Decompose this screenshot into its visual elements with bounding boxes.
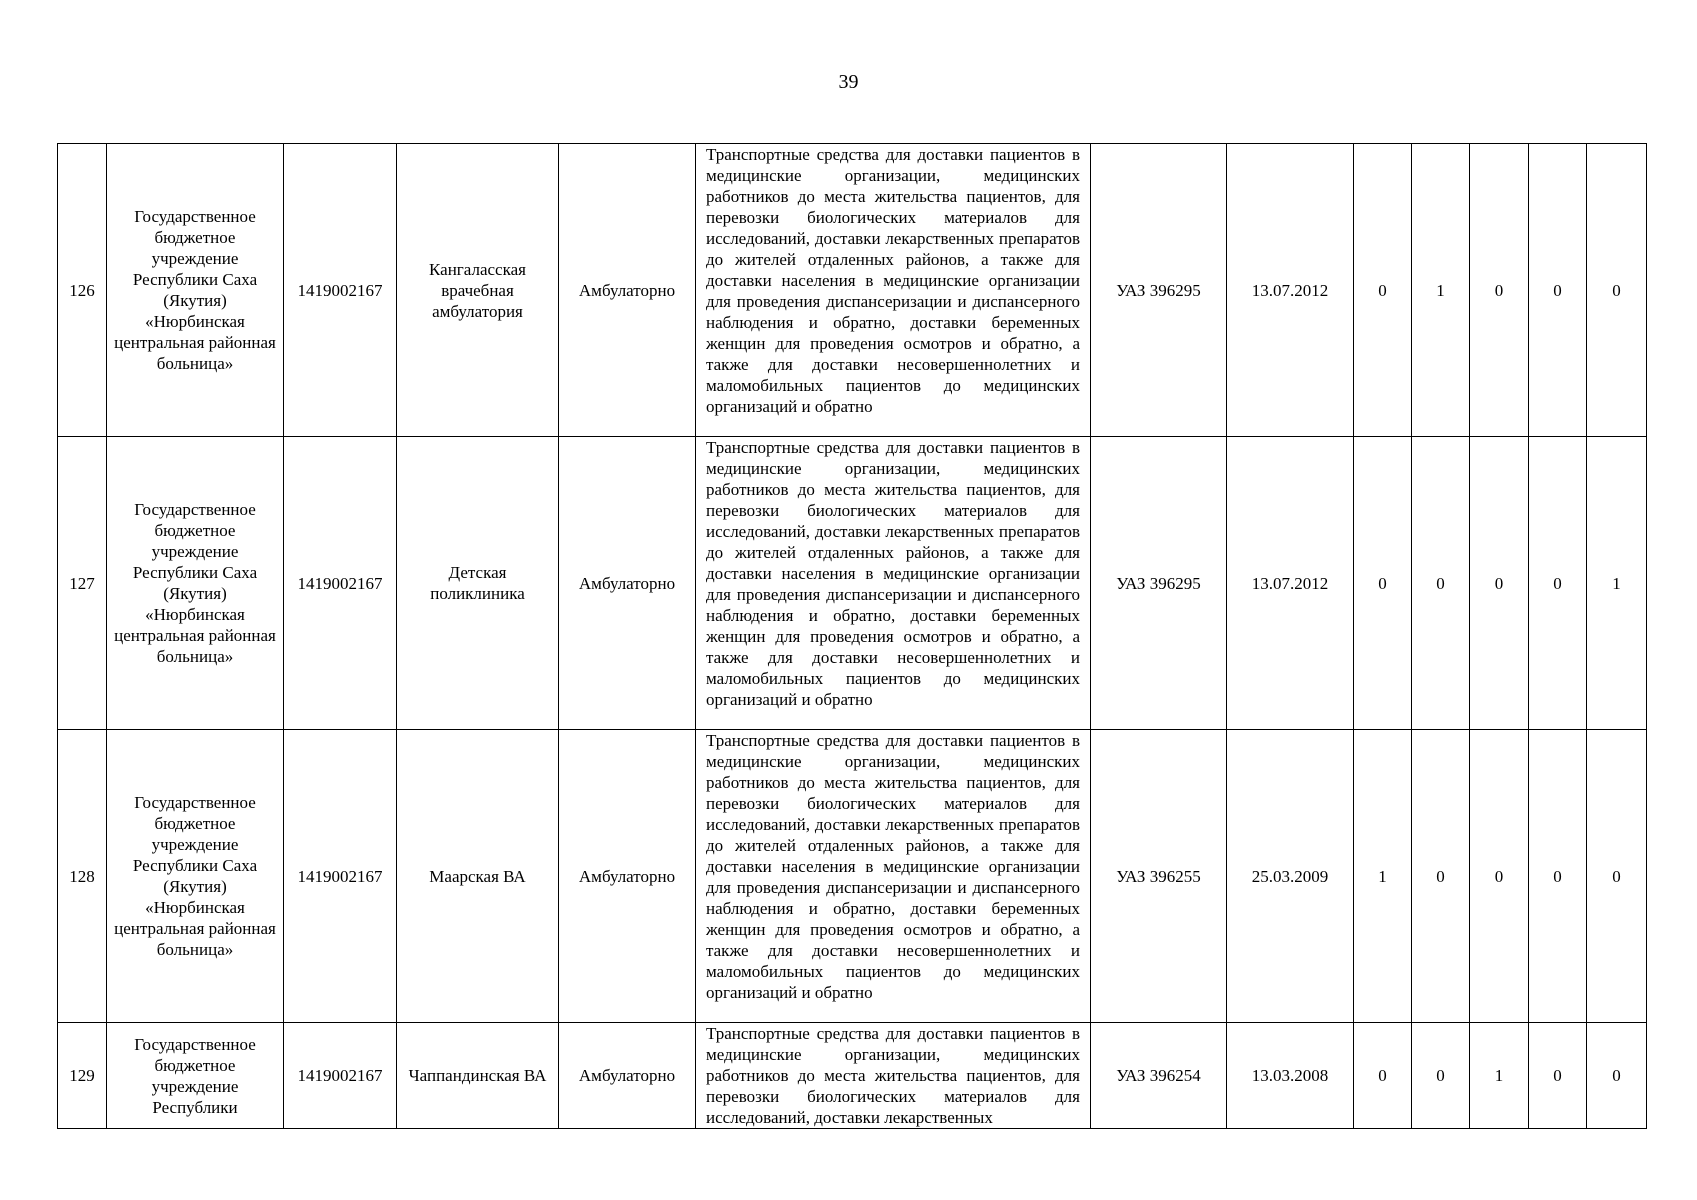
unit-cell: Детская поликлиника [397,437,559,730]
count-cell-5: 1 [1587,437,1647,730]
care-type-cell: Амбулаторно [559,1023,696,1129]
count-cell-2: 0 [1412,730,1470,1023]
care-type-cell: Амбулаторно [559,144,696,437]
count-cell-3: 1 [1470,1023,1529,1129]
table-row [58,437,1647,730]
vehicle-model-cell: УАЗ 396295 [1091,144,1227,437]
table-row [58,1023,1647,1129]
count-cell-5: 0 [1587,730,1647,1023]
count-cell-3: 0 [1470,730,1529,1023]
count-cell-1: 0 [1354,1023,1412,1129]
inn-cell: 1419002167 [284,437,397,730]
table-row [58,730,1647,1023]
care-type-cell: Амбулаторно [559,730,696,1023]
purpose-cell: Транспортные средства для доставки пациентов в медицинские организации, медицинских работников до места жительства пациентов, для перевозки биологических материалов для исследований, доставки лекарственных препаратов до жителей отдаленных районов, а также для доставки населения в медицинские организации для проведения диспансеризации и диспансерного наблюдения и обратно, доставки беременных женщин для проведения осмотров и обратно, а также для доставки несовершеннолетних и маломобильных пациентов до медицинских организаций и обратно [696,437,1091,730]
count-cell-2: 0 [1412,437,1470,730]
care-type-cell: Амбулаторно [559,437,696,730]
count-cell-1: 0 [1354,437,1412,730]
page-number: 39 [838,71,859,93]
count-cell-5: 0 [1587,144,1647,437]
purpose-text: Транспортные средства для доставки пациентов в медицинские организации, медицинских работников до места жительства пациентов, для перевозки биологических материалов для исследований, доставки лекарственных [706,1024,1080,1127]
count-cell-1: 0 [1354,144,1412,437]
row-number-cell: 129 [58,1023,107,1129]
row-number-cell: 128 [58,730,107,1023]
date-cell: 13.03.2008 [1227,1023,1354,1129]
row-number-cell: 127 [58,437,107,730]
organization-cell: Государственное бюджетное учреждение Республики Саха (Якутия) «Нюрбинская центральная районная больница» [107,730,284,1023]
organization-cell: Государственное бюджетное учреждение Республики [107,1023,284,1129]
date-cell: 25.03.2009 [1227,730,1354,1023]
inn-cell: 1419002167 [284,144,397,437]
unit-cell: Чаппандинская ВА [397,1023,559,1129]
count-cell-2: 1 [1412,144,1470,437]
vehicle-model-cell: УАЗ 396295 [1091,437,1227,730]
count-cell-5: 0 [1587,1023,1647,1129]
date-cell: 13.07.2012 [1227,437,1354,730]
count-cell-3: 0 [1470,144,1529,437]
inn-cell: 1419002167 [284,730,397,1023]
table-row [58,144,1647,437]
purpose-cell [696,1023,1091,1129]
vehicle-model-cell: УАЗ 396255 [1091,730,1227,1023]
purpose-cell: Транспортные средства для доставки пациентов в медицинские организации, медицинских работников до места жительства пациентов, для перевозки биологических материалов для исследований, доставки лекарственных препаратов до жителей отдаленных районов, а также для доставки населения в медицинские организации для проведения диспансеризации и диспансерного наблюдения и обратно, доставки беременных женщин для проведения осмотров и обратно, а также для доставки несовершеннолетних и маломобильных пациентов до медицинских организаций и обратно [696,144,1091,437]
count-cell-3: 0 [1470,437,1529,730]
row-number-cell: 126 [58,144,107,437]
count-cell-4: 0 [1529,144,1587,437]
vehicle-model-cell: УАЗ 396254 [1091,1023,1227,1129]
purpose-cell: Транспортные средства для доставки пациентов в медицинские организации, медицинских работников до места жительства пациентов, для перевозки биологических материалов для исследований, доставки лекарственных препаратов до жителей отдаленных районов, а также для доставки населения в медицинские организации для проведения диспансеризации и диспансерного наблюдения и обратно, доставки беременных женщин для проведения осмотров и обратно, а также для доставки несовершеннолетних и маломобильных пациентов до медицинских организаций и обратно [696,730,1091,1023]
inn-cell: 1419002167 [284,1023,397,1129]
unit-cell: Кангаласская врачебная амбулатория [397,144,559,437]
organization-cell: Государственное бюджетное учреждение Республики Саха (Якутия) «Нюрбинская центральная районная больница» [107,437,284,730]
count-cell-4: 0 [1529,437,1587,730]
date-cell: 13.07.2012 [1227,144,1354,437]
count-cell-1: 1 [1354,730,1412,1023]
count-cell-2: 0 [1412,1023,1470,1129]
organization-cell: Государственное бюджетное учреждение Республики Саха (Якутия) «Нюрбинская центральная районная больница» [107,144,284,437]
count-cell-4: 0 [1529,1023,1587,1129]
unit-cell: Маарская ВА [397,730,559,1023]
vehicle-registry-table [57,143,1647,1129]
count-cell-4: 0 [1529,730,1587,1023]
